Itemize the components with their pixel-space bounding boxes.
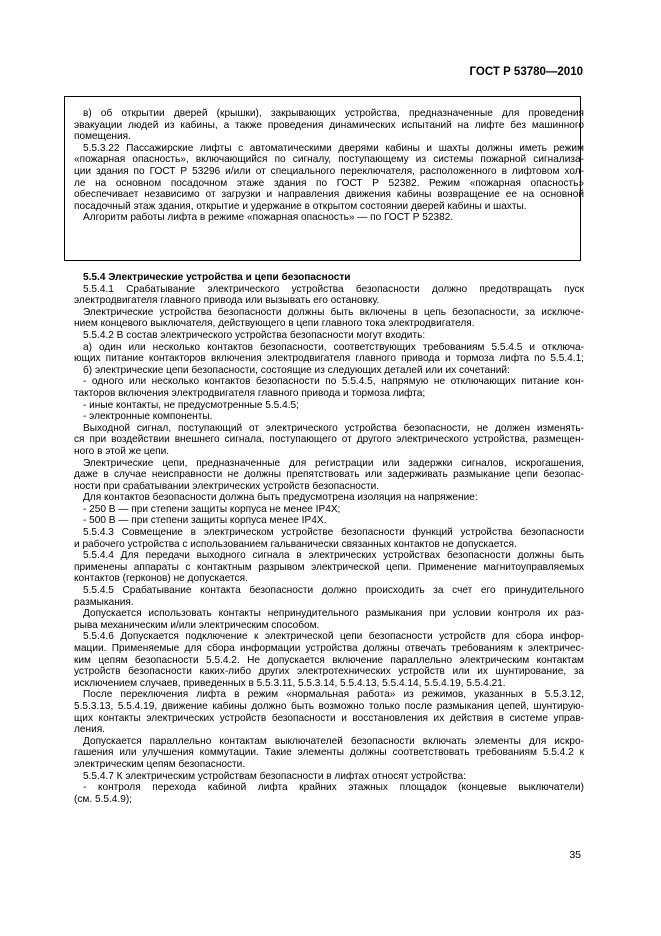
text-line: 5.5.4.2 В состав электрического устройства безопасности могут входить: — [83, 329, 426, 341]
text-line: щих контакты электрических устройств безопасности и восстановления их действия в системе управ- — [74, 712, 584, 724]
text-line: такторов включения электродвигателя главного привода и тормоза лифта; — [74, 387, 426, 399]
text-line: - электронные компоненты. — [83, 411, 213, 423]
text-line: контактов (герконов) не допускается. — [74, 573, 248, 585]
text-line: гашения или улучшения коммутации. Такие элементы должны соответствовать требованиям 5.5.4.2 к — [74, 747, 584, 759]
text-line: рыва механическим и/или электрическим способом. — [74, 619, 320, 631]
text-line: даже в случае неисправности не должны препятствовать или задерживать размыкание цепи безопас- — [74, 469, 584, 481]
boxed-text-line: Алгоритм работы лифта в режиме «пожарная опасность» — по ГОСТ Р 52382. — [83, 212, 454, 224]
text-line: 5.5.4.6 Допускается подключение к электрической цепи безопасности устройств для сбора инфор- — [83, 631, 584, 643]
text-line: Допускается параллельно контактам выключателей безопасности включать элементы для искро- — [83, 735, 584, 747]
text-line: - 500 В — при степени защиты корпуса менее IP4X. — [83, 515, 327, 527]
text-line: 5.5.4.1 Срабатывание электрического устройства безопасности должно предотвращать пуск — [83, 283, 584, 295]
page-number: 35 — [569, 849, 581, 861]
text-line: (см. 5.5.4.9); — [74, 793, 132, 805]
boxed-text-line: эвакуации людей из кабины, а также проведения динамических испытаний на лифте без машинного — [74, 119, 584, 131]
text-line: электродвигателя главного привода или вызывать его остановку. — [74, 295, 380, 307]
text-line: Допускается использовать контакты непринудительного размыкания при условии контроля их раз- — [83, 608, 584, 620]
text-line: нием концевого выключателя, действующего в цепи главного тока электродвигателя. — [74, 318, 475, 330]
text-line: ким цепям безопасности 5.5.4.2. Не допускается включение параллельно электрическим контактам — [74, 654, 584, 666]
boxed-text-line: посадочный этаж здания, открытие и удержание в открытом состоянии дверей кабины и шахты. — [74, 200, 527, 212]
boxed-text-line: ции здания по ГОСТ Р 53296 и/или от специального переключателя, расположенного в лифтовом хол- — [74, 165, 584, 177]
boxed-text-line: ле на основном посадочном этаже здания по ГОСТ Р 52382. Режим «пожарная опасность» — [74, 177, 584, 189]
text-line: ления. — [74, 724, 105, 736]
text-line: и рабочего устройства с использованием гальванически связанных контактов не допускается. — [74, 538, 517, 550]
text-line: Электрические цепи, предназначенные для регистрации или задержки сигналов, искрогашения, — [83, 457, 584, 469]
text-line: размыкания. — [74, 596, 134, 608]
document-code: ГОСТ Р 53780—2010 — [469, 66, 583, 78]
boxed-text-line: 5.5.3.22 Пассажирские лифты с автоматическими дверями кабины и шахты должны иметь режим — [83, 142, 584, 154]
text-line: применены аппараты с контактным разрывом электрической цепи. Применение магнитоуправляемых — [74, 561, 584, 573]
text-line: - 250 В — при степени защиты корпуса не менее IP4X; — [83, 503, 341, 515]
text-line: Выходной сигнал, поступающий от электрического устройства безопасности, не должен изменять- — [83, 422, 584, 434]
text-line: - одного или несколько контактов безопасности по 5.5.4.5, напрямую не отключающих питание кон- — [83, 376, 584, 388]
text-line: - контроля перехода кабиной лифта крайних этажных площадок (концевые выключатели) — [83, 782, 584, 794]
text-line: 5.5.4.4 Для передачи выходного сигнала в электрических устройствах безопасности должны быть — [83, 550, 584, 562]
text-line: исключением случаев, приведенных в 5.5.3.11, 5.5.3.14, 5.5.4.13, 5.5.4.14, 5.5.4.19, 5.5.4.21. — [74, 677, 506, 689]
boxed-text-line: помещения. — [74, 131, 131, 143]
text-line: ющих питание контакторов включения электродвигателя главного привода и тормоза лифта по 5.5.4.1; — [74, 353, 584, 365]
text-line: 5.5.4.7 К электрическим устройствам безопасности в лифтах относят устройства: — [83, 770, 466, 782]
text-line: 5.5.4 Электрические устройства и цепи безопасности — [83, 272, 351, 283]
text-line: ного в этой же цепи. — [74, 445, 170, 457]
text-line: ности при срабатывании электрических устройств безопасности. — [74, 480, 380, 492]
text-line: устройств безопасности каких-либо других электротехнических устройств или их шунтирование, за — [74, 666, 584, 678]
text-line: После переключения лифта в режим «нормальная работа» из режимов, указанных в 5.5.3.12, — [83, 689, 584, 701]
boxed-text — [74, 108, 584, 224]
text-line: - иные контакты, не предусмотренные 5.5.4.5; — [83, 399, 299, 411]
text-line: электрическим цепям безопасности. — [74, 758, 246, 770]
boxed-text-line: в) об открытии дверей (крышки), закрывающих устройства, предназначенные для проведения — [83, 108, 584, 119]
text-line: а) один или несколько контактов безопасности, соответствующих требованиям 5.5.4.5 и отключа- — [83, 341, 584, 353]
text-line: Электрические устройства безопасности должны быть включены в цепь безопасности, за исключе- — [83, 306, 584, 318]
text-line: 5.5.4.5 Срабатывание контакта безопасности должно происходить за счет его принудительного — [83, 585, 584, 597]
text-line: б) электрические цепи безопасности, состоящие из следующих деталей или их сочетаний: — [83, 364, 510, 376]
text-line: 5.5.3.13, 5.5.4.19, движение кабины должно быть возможно только после размыкания цепей, шунтирую- — [74, 700, 584, 712]
boxed-text-line: «пожарная опасность», включающийся по сигналу, поступающему из системы пожарной сигнализа- — [74, 154, 584, 166]
text-line: Для контактов безопасности должна быть предусмотрена изоляция на напряжение: — [83, 492, 478, 504]
text-line: мации. Применяемые для сбора информации устройства должны отвечать требованиям к электричес- — [74, 643, 584, 654]
text-line: 5.5.4.3 Совмещение в электрическом устройстве безопасности функций устройства безопасности — [83, 527, 584, 539]
section-5-5-4-text — [74, 272, 584, 805]
boxed-text-line: обеспечивает независимо от загрузки и направления движения кабины возвращение ее на основной — [74, 189, 584, 201]
text-line: ся при воздействии внешнего сигнала, поступающего от другого электрического устройства, размещен- — [74, 434, 584, 446]
